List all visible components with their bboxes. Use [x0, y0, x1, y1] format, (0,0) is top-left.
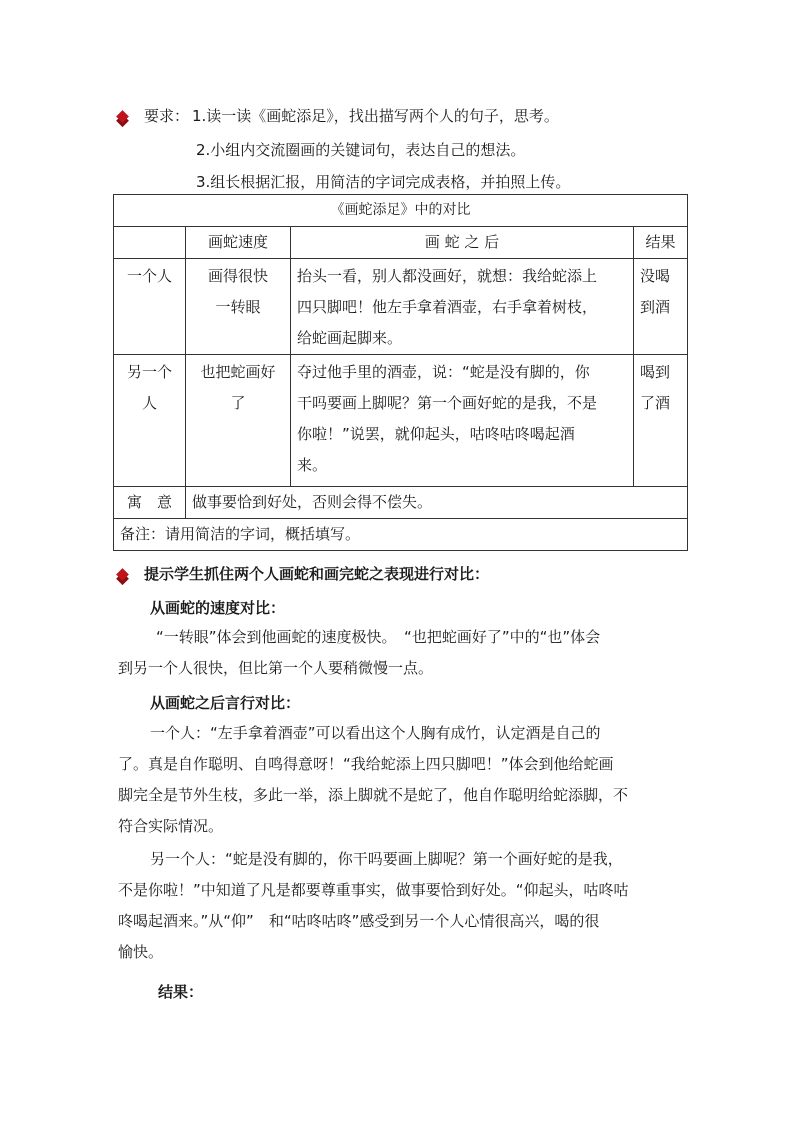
table-row	[114, 259, 688, 355]
table-note: 备注：请用简洁的字词，概括填写。	[114, 519, 688, 551]
comparison-table	[113, 194, 688, 551]
row2-speed-line: 也把蛇画好	[200, 363, 276, 381]
row2-who-line: 另一个	[126, 363, 172, 381]
requirement-item-2: 2.小组内交流圈画的关键词句，表达自己的想法。	[196, 141, 526, 159]
text-line: 到另一个人很快，但比第一个人要稍微慢一点。	[118, 659, 434, 677]
text-line: “一转眼”体会到他画蛇的速度极快。 “也把蛇画好了”中的“也”体会	[156, 628, 601, 646]
row1-result	[634, 259, 688, 355]
note-row	[114, 519, 688, 551]
row1-who	[114, 259, 186, 355]
bullet-diamond-icon	[116, 110, 129, 123]
speed-comparison-heading: 从画蛇的速度对比：	[150, 599, 286, 617]
row1-after	[291, 259, 634, 355]
row1-speed-line: 一转眼	[215, 298, 261, 316]
row2-after-line: 你啦！”说罢，就仰起头，咕咚咕咚喝起酒	[297, 425, 575, 443]
text-line: 了。真是自作聪明、自鸣得意呀！“我给蛇添上四只脚吧！”体会到他给蛇画	[118, 755, 614, 773]
row2-who	[114, 355, 186, 487]
row2-speed-line: 了	[230, 394, 246, 412]
requirement-item-1: 1.读一读《画蛇添足》，找出描写两个人的句子，思考。	[192, 107, 559, 125]
row2-after-line: 夺过他手里的酒壶，说：“蛇是没有脚的，你	[297, 363, 590, 381]
hint-heading: 提示学生抓住两个人画蛇和画完蛇之表现进行对比：	[144, 565, 490, 583]
table-title: 《画蛇添足》中的对比	[114, 195, 688, 227]
moral-text: 做事要恰到好处，否则会得不偿失。	[186, 487, 688, 519]
requirements-label: 要求：	[144, 107, 190, 125]
text-line: 符合实际情况。	[118, 817, 224, 835]
text-line: 愉快。	[118, 943, 164, 961]
row1-result-line: 没喝	[640, 267, 671, 285]
text-line: 脚完全是节外生枝，多此一举，添上脚就不是蛇了，他自作聪明给蛇添脚，不	[118, 786, 629, 804]
after-comparison-heading: 从画蛇之后言行对比：	[150, 694, 301, 712]
header-after: 画 蛇 之 后	[291, 227, 634, 259]
moral-row	[114, 487, 688, 519]
table-title-row	[114, 195, 688, 227]
row1-result-line: 到酒	[640, 298, 671, 316]
text-line: 一个人：“左手拿着酒壶”可以看出这个人胸有成竹，认定酒是自己的	[150, 724, 601, 742]
row1-speed	[186, 259, 291, 355]
person1-analysis	[118, 718, 678, 842]
row1-after-line: 抬头一看，别人都没画好，就想：我给蛇添上	[297, 267, 598, 285]
header-cell-empty	[114, 227, 186, 259]
row2-who-line: 人	[141, 394, 157, 412]
bullet-diamond-icon	[116, 568, 129, 581]
row2-result	[634, 355, 688, 487]
requirement-item-3: 3.组长根据汇报，用简洁的字词完成表格，并拍照上传。	[196, 173, 571, 191]
text-line: 另一个人：“蛇是没有脚的，你干吗要画上脚呢？第一个画好蛇的是我，	[150, 850, 623, 868]
row2-after	[291, 355, 634, 487]
moral-label: 寓 意	[114, 487, 186, 519]
row2-speed	[186, 355, 291, 487]
speed-comparison-text	[118, 622, 678, 684]
text-line: 不是你啦！”中知道了凡是都要尊重事实，做事要恰到好处。“仰起头，咕咚咕	[118, 881, 629, 899]
text-line: 咚喝起酒来。”从“仰” 和“咕咚咕咚”感受到另一个人心情很高兴，喝的很	[118, 912, 600, 930]
table-row	[114, 355, 688, 487]
row1-after-line: 四只脚吧！他左手拿着酒壶，右手拿着树枝，	[297, 298, 598, 316]
person2-analysis	[118, 844, 678, 968]
row2-after-line: 来。	[297, 456, 328, 474]
table-header-row	[114, 227, 688, 259]
row1-who-line: 一个人	[126, 267, 172, 285]
header-result: 结果	[634, 227, 688, 259]
row2-after-line: 干吗要画上脚呢？第一个画好蛇的是我，不是	[297, 394, 598, 412]
header-speed: 画蛇速度	[186, 227, 291, 259]
row1-after-line: 给蛇画起脚来。	[297, 329, 403, 347]
row2-result-line: 了酒	[640, 394, 671, 412]
row1-speed-line: 画得很快	[207, 267, 268, 285]
row2-result-line: 喝到	[640, 363, 671, 381]
result-heading: 结果：	[158, 983, 204, 1001]
